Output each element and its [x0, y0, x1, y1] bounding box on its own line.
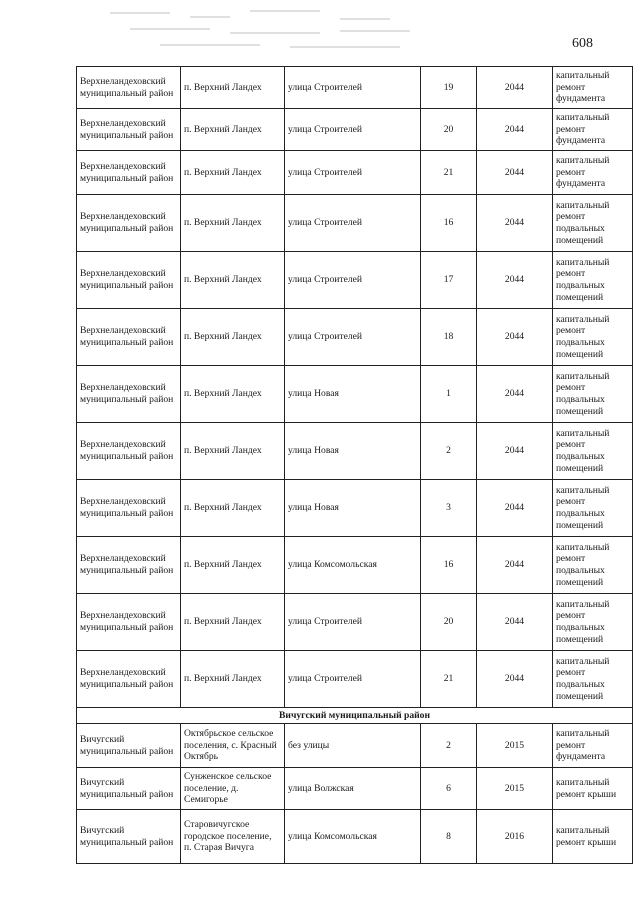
work-cell: капитальный ремонт подвальных помещений	[553, 252, 633, 309]
year-cell: 2044	[477, 480, 553, 537]
section-title: Вичугский муниципальный район	[77, 708, 633, 724]
registry-body	[77, 67, 633, 864]
work-cell: капитальный ремонт крыши	[553, 810, 633, 864]
scan-noise	[100, 4, 480, 54]
house-cell: 21	[421, 651, 477, 708]
district-cell: Верхнеландеховский муниципальный район	[77, 594, 181, 651]
settlement-cell: п. Верхний Ландех	[181, 67, 285, 109]
street-cell: улица Строителей	[285, 67, 421, 109]
table-row	[77, 810, 633, 864]
year-cell: 2044	[477, 252, 553, 309]
settlement-cell: п. Верхний Ландех	[181, 109, 285, 151]
district-cell: Верхнеландеховский муниципальный район	[77, 195, 181, 252]
work-cell: капитальный ремонт подвальных помещений	[553, 195, 633, 252]
district-cell: Вичугский муниципальный район	[77, 810, 181, 864]
year-cell: 2044	[477, 309, 553, 366]
table-row	[77, 768, 633, 810]
table-row	[77, 480, 633, 537]
street-cell: улица Новая	[285, 423, 421, 480]
district-cell: Верхнеландеховский муниципальный район	[77, 423, 181, 480]
table-row	[77, 109, 633, 151]
year-cell: 2016	[477, 810, 553, 864]
street-cell: улица Комсомольская	[285, 537, 421, 594]
settlement-cell: п. Верхний Ландех	[181, 651, 285, 708]
district-cell: Верхнеландеховский муниципальный район	[77, 252, 181, 309]
district-cell: Верхнеландеховский муниципальный район	[77, 480, 181, 537]
district-cell: Вичугский муниципальный район	[77, 768, 181, 810]
district-cell: Верхнеландеховский муниципальный район	[77, 309, 181, 366]
year-cell: 2044	[477, 423, 553, 480]
section-header-row	[77, 708, 633, 724]
house-cell: 21	[421, 151, 477, 195]
house-cell: 16	[421, 537, 477, 594]
district-cell: Верхнеландеховский муниципальный район	[77, 109, 181, 151]
table-row	[77, 537, 633, 594]
house-cell: 19	[421, 67, 477, 109]
house-cell: 17	[421, 252, 477, 309]
house-cell: 6	[421, 768, 477, 810]
district-cell: Верхнеландеховский муниципальный район	[77, 366, 181, 423]
work-cell: капитальный ремонт подвальных помещений	[553, 366, 633, 423]
year-cell: 2044	[477, 109, 553, 151]
settlement-cell: п. Верхний Ландех	[181, 366, 285, 423]
settlement-cell: п. Верхний Ландех	[181, 423, 285, 480]
settlement-cell: п. Верхний Ландех	[181, 537, 285, 594]
year-cell: 2044	[477, 651, 553, 708]
year-cell: 2044	[477, 366, 553, 423]
settlement-cell: Сунженское сельское поселение, д. Семигорье	[181, 768, 285, 810]
work-cell: капитальный ремонт подвальных помещений	[553, 594, 633, 651]
table-row	[77, 252, 633, 309]
table-row	[77, 151, 633, 195]
table-row	[77, 651, 633, 708]
settlement-cell: п. Верхний Ландех	[181, 252, 285, 309]
work-cell: капитальный ремонт фундамента	[553, 109, 633, 151]
street-cell: улица Волжская	[285, 768, 421, 810]
table-row	[77, 594, 633, 651]
table-row	[77, 724, 633, 768]
work-cell: капитальный ремонт подвальных помещений	[553, 480, 633, 537]
district-cell: Верхнеландеховский муниципальный район	[77, 67, 181, 109]
work-cell: капитальный ремонт подвальных помещений	[553, 423, 633, 480]
work-cell: капитальный ремонт подвальных помещений	[553, 651, 633, 708]
settlement-cell: п. Верхний Ландех	[181, 594, 285, 651]
work-cell: капитальный ремонт фундамента	[553, 724, 633, 768]
settlement-cell: п. Верхний Ландех	[181, 151, 285, 195]
work-cell: капитальный ремонт подвальных помещений	[553, 537, 633, 594]
street-cell: улица Новая	[285, 480, 421, 537]
street-cell: улица Строителей	[285, 252, 421, 309]
work-cell: капитальный ремонт крыши	[553, 768, 633, 810]
work-cell: капитальный ремонт фундамента	[553, 67, 633, 109]
settlement-cell: п. Верхний Ландех	[181, 480, 285, 537]
settlement-cell: п. Верхний Ландех	[181, 309, 285, 366]
street-cell: улица Строителей	[285, 109, 421, 151]
district-cell: Вичугский муниципальный район	[77, 724, 181, 768]
table-row	[77, 366, 633, 423]
street-cell: улица Строителей	[285, 195, 421, 252]
year-cell: 2015	[477, 724, 553, 768]
street-cell: без улицы	[285, 724, 421, 768]
year-cell: 2044	[477, 195, 553, 252]
year-cell: 2044	[477, 594, 553, 651]
house-cell: 16	[421, 195, 477, 252]
table-row	[77, 195, 633, 252]
work-cell: капитальный ремонт подвальных помещений	[553, 309, 633, 366]
year-cell: 2044	[477, 151, 553, 195]
house-cell: 18	[421, 309, 477, 366]
settlement-cell: Старовичугское городское поселение, п. Старая Вичуга	[181, 810, 285, 864]
district-cell: Верхнеландеховский муниципальный район	[77, 537, 181, 594]
street-cell: улица Строителей	[285, 309, 421, 366]
table-row	[77, 67, 633, 109]
district-cell: Верхнеландеховский муниципальный район	[77, 151, 181, 195]
street-cell: улица Строителей	[285, 151, 421, 195]
house-cell: 3	[421, 480, 477, 537]
table-row	[77, 309, 633, 366]
settlement-cell: Октябрьское сельское поселения, с. Красный Октябрь	[181, 724, 285, 768]
house-cell: 20	[421, 594, 477, 651]
registry-table	[76, 66, 633, 864]
page-number: 608	[572, 36, 593, 51]
house-cell: 8	[421, 810, 477, 864]
house-cell: 2	[421, 724, 477, 768]
year-cell: 2015	[477, 768, 553, 810]
work-cell: капитальный ремонт фундамента	[553, 151, 633, 195]
street-cell: улица Комсомольская	[285, 810, 421, 864]
district-cell: Верхнеландеховский муниципальный район	[77, 651, 181, 708]
street-cell: улица Новая	[285, 366, 421, 423]
settlement-cell: п. Верхний Ландех	[181, 195, 285, 252]
house-cell: 2	[421, 423, 477, 480]
table-row	[77, 423, 633, 480]
year-cell: 2044	[477, 67, 553, 109]
year-cell: 2044	[477, 537, 553, 594]
street-cell: улица Строителей	[285, 594, 421, 651]
house-cell: 20	[421, 109, 477, 151]
street-cell: улица Строителей	[285, 651, 421, 708]
house-cell: 1	[421, 366, 477, 423]
